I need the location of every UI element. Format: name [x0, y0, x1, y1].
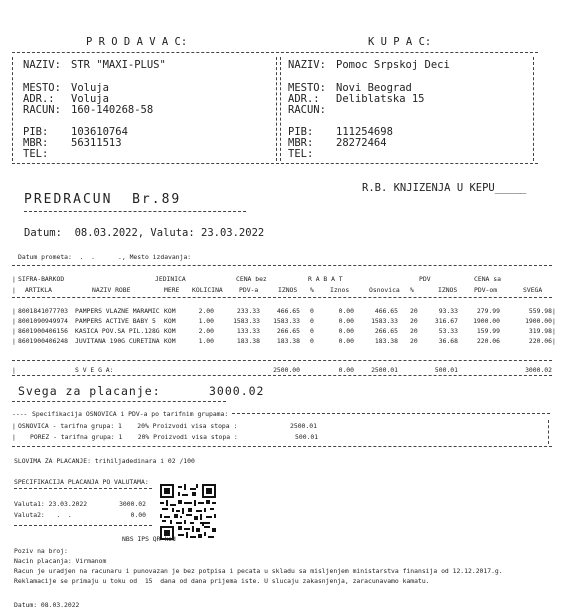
- document-title: PREDRACUN Br.89: [24, 192, 182, 207]
- top-divider: [12, 52, 538, 53]
- spec-osnovica-line: OSNOVICA - tarifna grupa: 1 20% Proizvodi visa stopa :: [18, 422, 238, 430]
- col-rabat-pct: %: [310, 286, 314, 294]
- center-border-a: [276, 57, 277, 161]
- buyer-adr: Deliblatska 15: [336, 93, 425, 105]
- table-cell: 220.06: [476, 337, 500, 345]
- valute-bottom-rule: [14, 525, 152, 526]
- table-cell: 0: [310, 337, 314, 345]
- table-cell: 20: [410, 317, 418, 325]
- row-border: |: [12, 307, 16, 315]
- nacin-placanja: Nacin placanja: Virmanom: [14, 557, 107, 565]
- valuta2-value: 0.00: [130, 511, 146, 519]
- buyer-pib-label: PIB:: [288, 126, 314, 138]
- table-body-divider: [12, 360, 552, 361]
- left-border: [12, 57, 13, 161]
- svega-rabat: 0.00: [338, 366, 354, 374]
- buyer-mesto: Novi Beograd: [336, 82, 412, 94]
- table-cell: 1.00: [198, 317, 214, 325]
- buyer-pib: 111254698: [336, 126, 393, 138]
- table-cell: 0: [310, 327, 314, 335]
- table-cell: 8001090949974: [18, 317, 69, 325]
- table-top-divider: [12, 265, 552, 266]
- spec-osnovica-val: 2500.01: [290, 422, 317, 430]
- table-cell: 8601900406248: [18, 337, 69, 345]
- table-cell: 1583.33: [371, 317, 398, 325]
- title-underline: [24, 211, 246, 212]
- svega-underline: [12, 401, 226, 402]
- table-cell: 1900.00: [525, 317, 552, 325]
- valuta1-label: Valuta1: 23.03.2022: [14, 500, 88, 508]
- col-svega: SVEGA: [523, 286, 543, 294]
- seller-pib: 103610764: [71, 126, 128, 138]
- table-cell: 20: [410, 337, 418, 345]
- table-cell: KASICA POV.SA PIL.128G: [75, 327, 160, 335]
- buyer-mbr: 28272464: [336, 137, 387, 149]
- valuta1-value: 3000.02: [119, 500, 146, 508]
- svega-total: 3000.02: [525, 366, 552, 374]
- center-border-b: [280, 57, 281, 161]
- spec-top-rule: [232, 413, 550, 414]
- table-cell: 220.06: [528, 337, 552, 345]
- table-cell: 0.00: [338, 327, 354, 335]
- buyer-naziv-label: NAZIV:: [288, 59, 326, 71]
- col-iznos: IZNOS: [278, 286, 298, 294]
- col-pdv-iznos: IZNOS: [438, 286, 458, 294]
- qr-label: NBS IPS QR kod: [122, 535, 176, 543]
- col-pdv-om: PDV-om: [474, 286, 498, 294]
- col-pdv-pct: %: [410, 286, 414, 294]
- table-cell: KOM: [164, 337, 176, 345]
- row-border: |: [552, 307, 556, 315]
- table-cell: 1583.33: [233, 317, 260, 325]
- table-cell: 8601900406156: [18, 327, 69, 335]
- table-cell: 466.65: [374, 307, 398, 315]
- table-cell: 0: [310, 317, 314, 325]
- table-cell: 1900.00: [473, 317, 500, 325]
- qr-code-icon: [160, 484, 216, 540]
- table-cell: 2.00: [198, 307, 214, 315]
- svega-za-placanje-label: Svega za placanje:: [18, 384, 161, 398]
- seller-mesto-label: MESTO:: [23, 82, 61, 94]
- seller-heading: P R O D A V A C:: [86, 36, 188, 48]
- spec-header: Specifikacija OSNOVICA i PDV-a po tarifnim grupama:: [32, 410, 229, 418]
- seller-mbr: 56311513: [71, 137, 122, 149]
- seller-naziv-label: NAZIV:: [23, 59, 61, 71]
- valute-top-rule: [14, 488, 152, 489]
- table-head-divider: [12, 297, 552, 298]
- col-mere: MERE: [164, 286, 180, 294]
- svega-za-placanje: 3000.02: [209, 384, 265, 398]
- svega-pdv: 500.01: [434, 366, 458, 374]
- table-cell: 183.38: [236, 337, 260, 345]
- svega-osnovica: 2500.01: [371, 366, 398, 374]
- table-cell: 559.98: [528, 307, 552, 315]
- buyer-racun-label: RACUN:: [288, 104, 326, 116]
- header-bottom-divider: [12, 163, 538, 164]
- row-border: |: [552, 317, 556, 325]
- table-cell: 183.38: [374, 337, 398, 345]
- table-cell: 8001841077703: [18, 307, 69, 315]
- table-cell: 159.99: [476, 327, 500, 335]
- table-cell: 266.65: [374, 327, 398, 335]
- table-cell: 266.65: [276, 327, 300, 335]
- seller-racun: 160-140268-58: [71, 104, 154, 116]
- spec-bottom-rule: [12, 446, 552, 447]
- seller-mbr-label: MBR:: [23, 137, 49, 149]
- table-cell: 0.00: [338, 317, 354, 325]
- footer-datum: Datum: 08.03.2022: [14, 601, 80, 609]
- spec-porez-line: POREZ - tarifna grupa: 1 20% Proizvodi visa stopa :: [30, 433, 238, 441]
- seller-mesto: Voluja: [71, 82, 109, 94]
- table-cell: 1.00: [198, 337, 214, 345]
- valuta2-label: Valuta2: . .: [14, 511, 72, 519]
- table-cell: 279.99: [476, 307, 500, 315]
- seller-naziv: STR "MAXI-PLUS": [71, 59, 166, 71]
- racun-note: Racun je uradjen na racunaru i punovazan je bez potpisa i pecata u skladu sa misljenjem ministarstva finansija od 12.12.2017.g.: [14, 567, 503, 575]
- seller-tel-label: TEL:: [23, 148, 49, 160]
- col-jedinica: JEDINICA: [155, 275, 186, 283]
- table-cell: 36.68: [438, 337, 458, 345]
- table-cell: 20: [410, 327, 418, 335]
- datum-valuta: Datum: 08.03.2022, Valuta: 23.03.2022: [24, 227, 265, 239]
- poziv-na-broj: Poziv na broj:: [14, 547, 68, 555]
- table-cell: JUVITANA 190G CURETINA: [75, 337, 160, 345]
- right-border: [533, 57, 534, 161]
- table-cell: 319.98: [528, 327, 552, 335]
- table-cell: 2.00: [198, 327, 214, 335]
- table-cell: 233.33: [236, 307, 260, 315]
- col-osnovica: Osnovica: [369, 286, 400, 294]
- spec-right-border: [548, 420, 549, 444]
- col-pdv: PDV: [419, 275, 431, 283]
- table-cell: 183.38: [276, 337, 300, 345]
- slovima: SLOVIMA ZA PLACANJE: trihiljadedinara i 02 /100: [14, 457, 195, 465]
- table-cell: 1583.33: [273, 317, 300, 325]
- row-border: |: [552, 337, 556, 345]
- col-artikla: ARTIKLA: [25, 286, 52, 294]
- table-cell: 20: [410, 307, 418, 315]
- rb-knjizenja: R.B. KNJIZENJA U KEPU_____: [362, 182, 527, 194]
- table-cell: KOM: [164, 327, 176, 335]
- table-bottom-divider: [12, 375, 552, 376]
- col-rabat-iznos: Iznos: [330, 286, 350, 294]
- row-border: |: [12, 317, 16, 325]
- table-cell: 133.33: [236, 327, 260, 335]
- table-cell: 466.65: [276, 307, 300, 315]
- table-cell: KOM: [164, 307, 176, 315]
- svega-iznos: 2500.00: [273, 366, 300, 374]
- table-cell: PAMPERS ACTIVE BABY 5: [75, 317, 156, 325]
- buyer-heading: K U P A C:: [368, 36, 432, 48]
- col-pdva: PDV-a: [239, 286, 259, 294]
- buyer-tel-label: TEL:: [288, 148, 314, 160]
- buyer-naziv: Pomoc Srpskoj Deci: [336, 59, 450, 71]
- table-cell: 0.00: [338, 337, 354, 345]
- col-cena-bez: CENA bez: [236, 275, 267, 283]
- buyer-mbr-label: MBR:: [288, 137, 314, 149]
- table-cell: 53.33: [438, 327, 458, 335]
- col-kolicina: KOLICINA: [192, 286, 223, 294]
- row-border: |: [12, 337, 16, 345]
- seller-pib-label: PIB:: [23, 126, 49, 138]
- spec-porez-val: 500.01: [295, 433, 319, 441]
- buyer-mesto-label: MESTO:: [288, 82, 326, 94]
- col-sifra: SIFRA-BARKOD: [18, 275, 65, 283]
- svega-label: S V E G A:: [75, 366, 114, 374]
- seller-adr-label: ADR.:: [23, 93, 55, 105]
- table-cell: 93.33: [438, 307, 458, 315]
- col-rabat: R A B A T: [308, 275, 343, 283]
- seller-adr: Voluja: [71, 93, 109, 105]
- table-cell: 0.00: [338, 307, 354, 315]
- valute-header: SPECIFIKACIJA PLACANJA PO VALUTAMA:: [14, 478, 149, 486]
- seller-racun-label: RACUN:: [23, 104, 61, 116]
- table-cell: KOM: [164, 317, 176, 325]
- reklamacije-note: Reklamacije se primaju u toku od 15 dana od dana prijema iste. U slucaju zakasnjenja, zaracunavamo kamatu.: [14, 577, 430, 585]
- datum-prometa: Datum prometa: . . ., Mesto izdavanja:: [18, 253, 192, 261]
- col-cena-sa: CENA sa: [474, 275, 501, 283]
- table-cell: PAMPERS VLAZNE MARAMIC: [75, 307, 160, 315]
- col-naziv: NAZIV ROBE: [92, 286, 131, 294]
- row-border: |: [552, 327, 556, 335]
- table-cell: 316.67: [434, 317, 458, 325]
- row-border: |: [12, 327, 16, 335]
- buyer-adr-label: ADR.:: [288, 93, 320, 105]
- table-cell: 0: [310, 307, 314, 315]
